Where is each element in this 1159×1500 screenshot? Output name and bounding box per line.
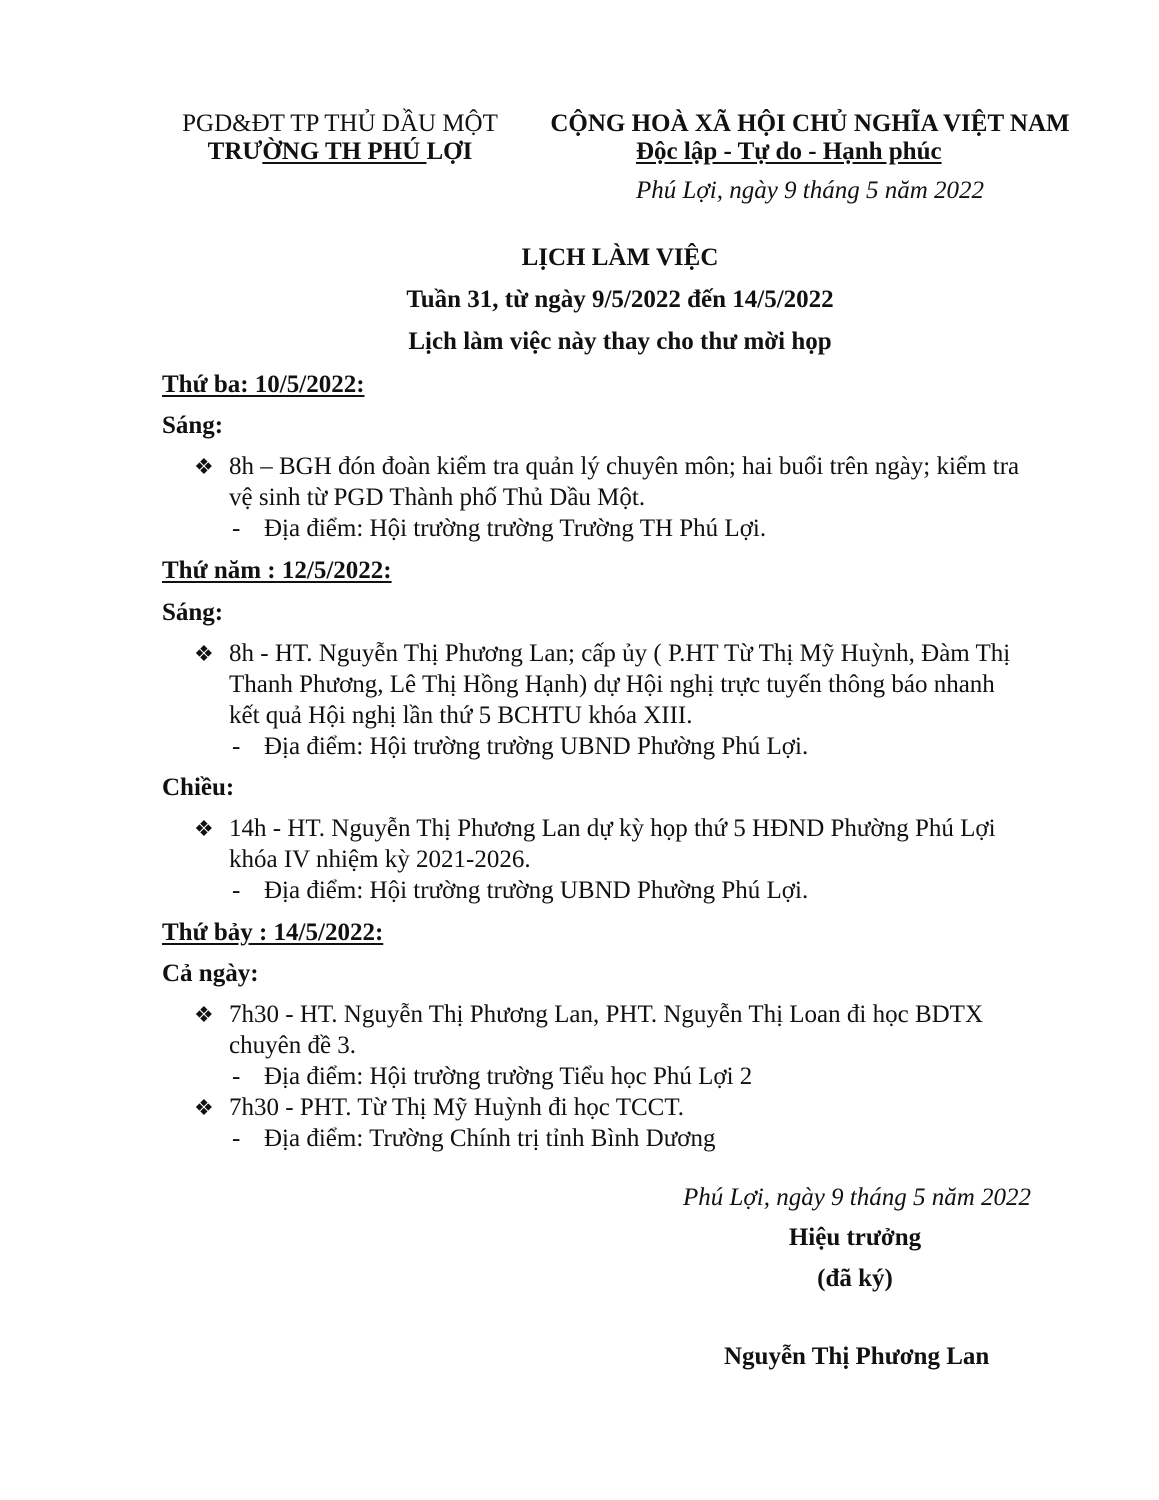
dash-bullet: - — [232, 1063, 241, 1090]
school-name-underlined: ỜNG TH PHÚ — [262, 138, 427, 165]
agenda-item-line: 14h - HT. Nguyễn Thị Phương Lan dự kỳ họp thứ 5 HĐND Phường Phú Lợi — [229, 815, 996, 842]
diamond-bullet-icon: ❖ — [194, 1095, 214, 1120]
agenda-item-line: 7h30 - PHT. Từ Thị Mỹ Huỳnh đi học TCCT. — [229, 1094, 684, 1121]
diamond-bullet-icon: ❖ — [194, 1002, 214, 1027]
agenda-item-line: 7h30 - HT. Nguyễn Thị Phương Lan, PHT. Nguyễn Thị Loan đi học BDTX — [229, 1001, 984, 1028]
agenda-item-line: chuyên đề 3. — [229, 1032, 357, 1059]
session-label: Cả ngày: — [162, 960, 259, 987]
session-label: Sáng: — [162, 599, 224, 626]
dash-bullet: - — [232, 1125, 241, 1152]
agenda-location: Địa điểm: Trường Chính trị tỉnh Bình Dương — [264, 1125, 716, 1152]
national-motto: Độc lập - Tự do - Hạnh phúc — [636, 138, 942, 165]
agenda-location: Địa điểm: Hội trường trường Tiểu học Phú Lợi 2 — [264, 1063, 753, 1090]
week-range: Tuần 31, từ ngày 9/5/2022 đến 14/5/2022 — [406, 286, 834, 313]
agenda-location: Địa điểm: Hội trường trường UBND Phường Phú Lợi. — [264, 877, 809, 904]
diamond-bullet-icon: ❖ — [194, 454, 214, 479]
dash-bullet: - — [232, 877, 241, 904]
agenda-location: Địa điểm: Hội trường trường Trường TH Phú Lợi. — [264, 515, 767, 542]
dash-bullet: - — [232, 733, 241, 760]
day-heading-thursday: Thứ năm : 12/5/2022: — [162, 557, 392, 584]
signer-role: Hiệu trưởng — [788, 1224, 922, 1251]
agenda-item-line: Thanh Phương, Lê Thị Hồng Hạnh) dự Hội nghị trực tuyến thông báo nhanh — [229, 671, 995, 698]
agenda-item-line: khóa IV nhiệm kỳ 2021-2026. — [229, 846, 531, 873]
schedule-note: Lịch làm việc này thay cho thư mời họp — [408, 328, 832, 355]
day-heading-tuesday: Thứ ba: 10/5/2022: — [162, 371, 365, 398]
session-label: Chiều: — [162, 774, 235, 801]
agenda-location: Địa điểm: Hội trường trường UBND Phường Phú Lợi. — [264, 733, 809, 760]
school-name-prefix: TRƯ — [207, 138, 263, 165]
diamond-bullet-icon: ❖ — [194, 816, 214, 841]
signature-place-date: Phú Lợi, ngày 9 tháng 5 năm 2022 — [683, 1184, 1032, 1211]
diamond-bullet-icon: ❖ — [194, 641, 214, 666]
nation-title: CỘNG HOÀ XÃ HỘI CHỦ NGHĨA VIỆT NAM — [550, 110, 1070, 137]
agenda-item-line: 8h - HT. Nguyễn Thị Phương Lan; cấp ủy ( P.HT Từ Thị Mỹ Huỳnh, Đàm Thị — [229, 640, 1011, 667]
document-title: LỊCH LÀM VIỆC — [521, 244, 719, 271]
agency-name: PGD&ĐT TP THỦ DẦU MỘT — [182, 110, 498, 137]
session-label: Sáng: — [162, 412, 224, 439]
agenda-item-line: 8h – BGH đón đoàn kiểm tra quản lý chuyên môn; hai buổi trên ngày; kiểm tra — [229, 453, 1020, 480]
school-name — [150, 136, 530, 167]
dash-bullet: - — [232, 515, 241, 542]
signed-note: (đã ký) — [817, 1265, 893, 1292]
signer-name: Nguyễn Thị Phương Lan — [724, 1343, 990, 1370]
header-place-date: Phú Lợi, ngày 9 tháng 5 năm 2022 — [636, 177, 985, 204]
agenda-item-line: kết quả Hội nghị lần thứ 5 BCHTU khóa XIII. — [229, 702, 693, 729]
agenda-item-line: vệ sinh từ PGD Thành phố Thủ Dầu Một. — [229, 484, 646, 511]
day-heading-saturday: Thứ bảy : 14/5/2022: — [162, 919, 384, 946]
school-name-suffix: LỢI — [426, 138, 473, 165]
